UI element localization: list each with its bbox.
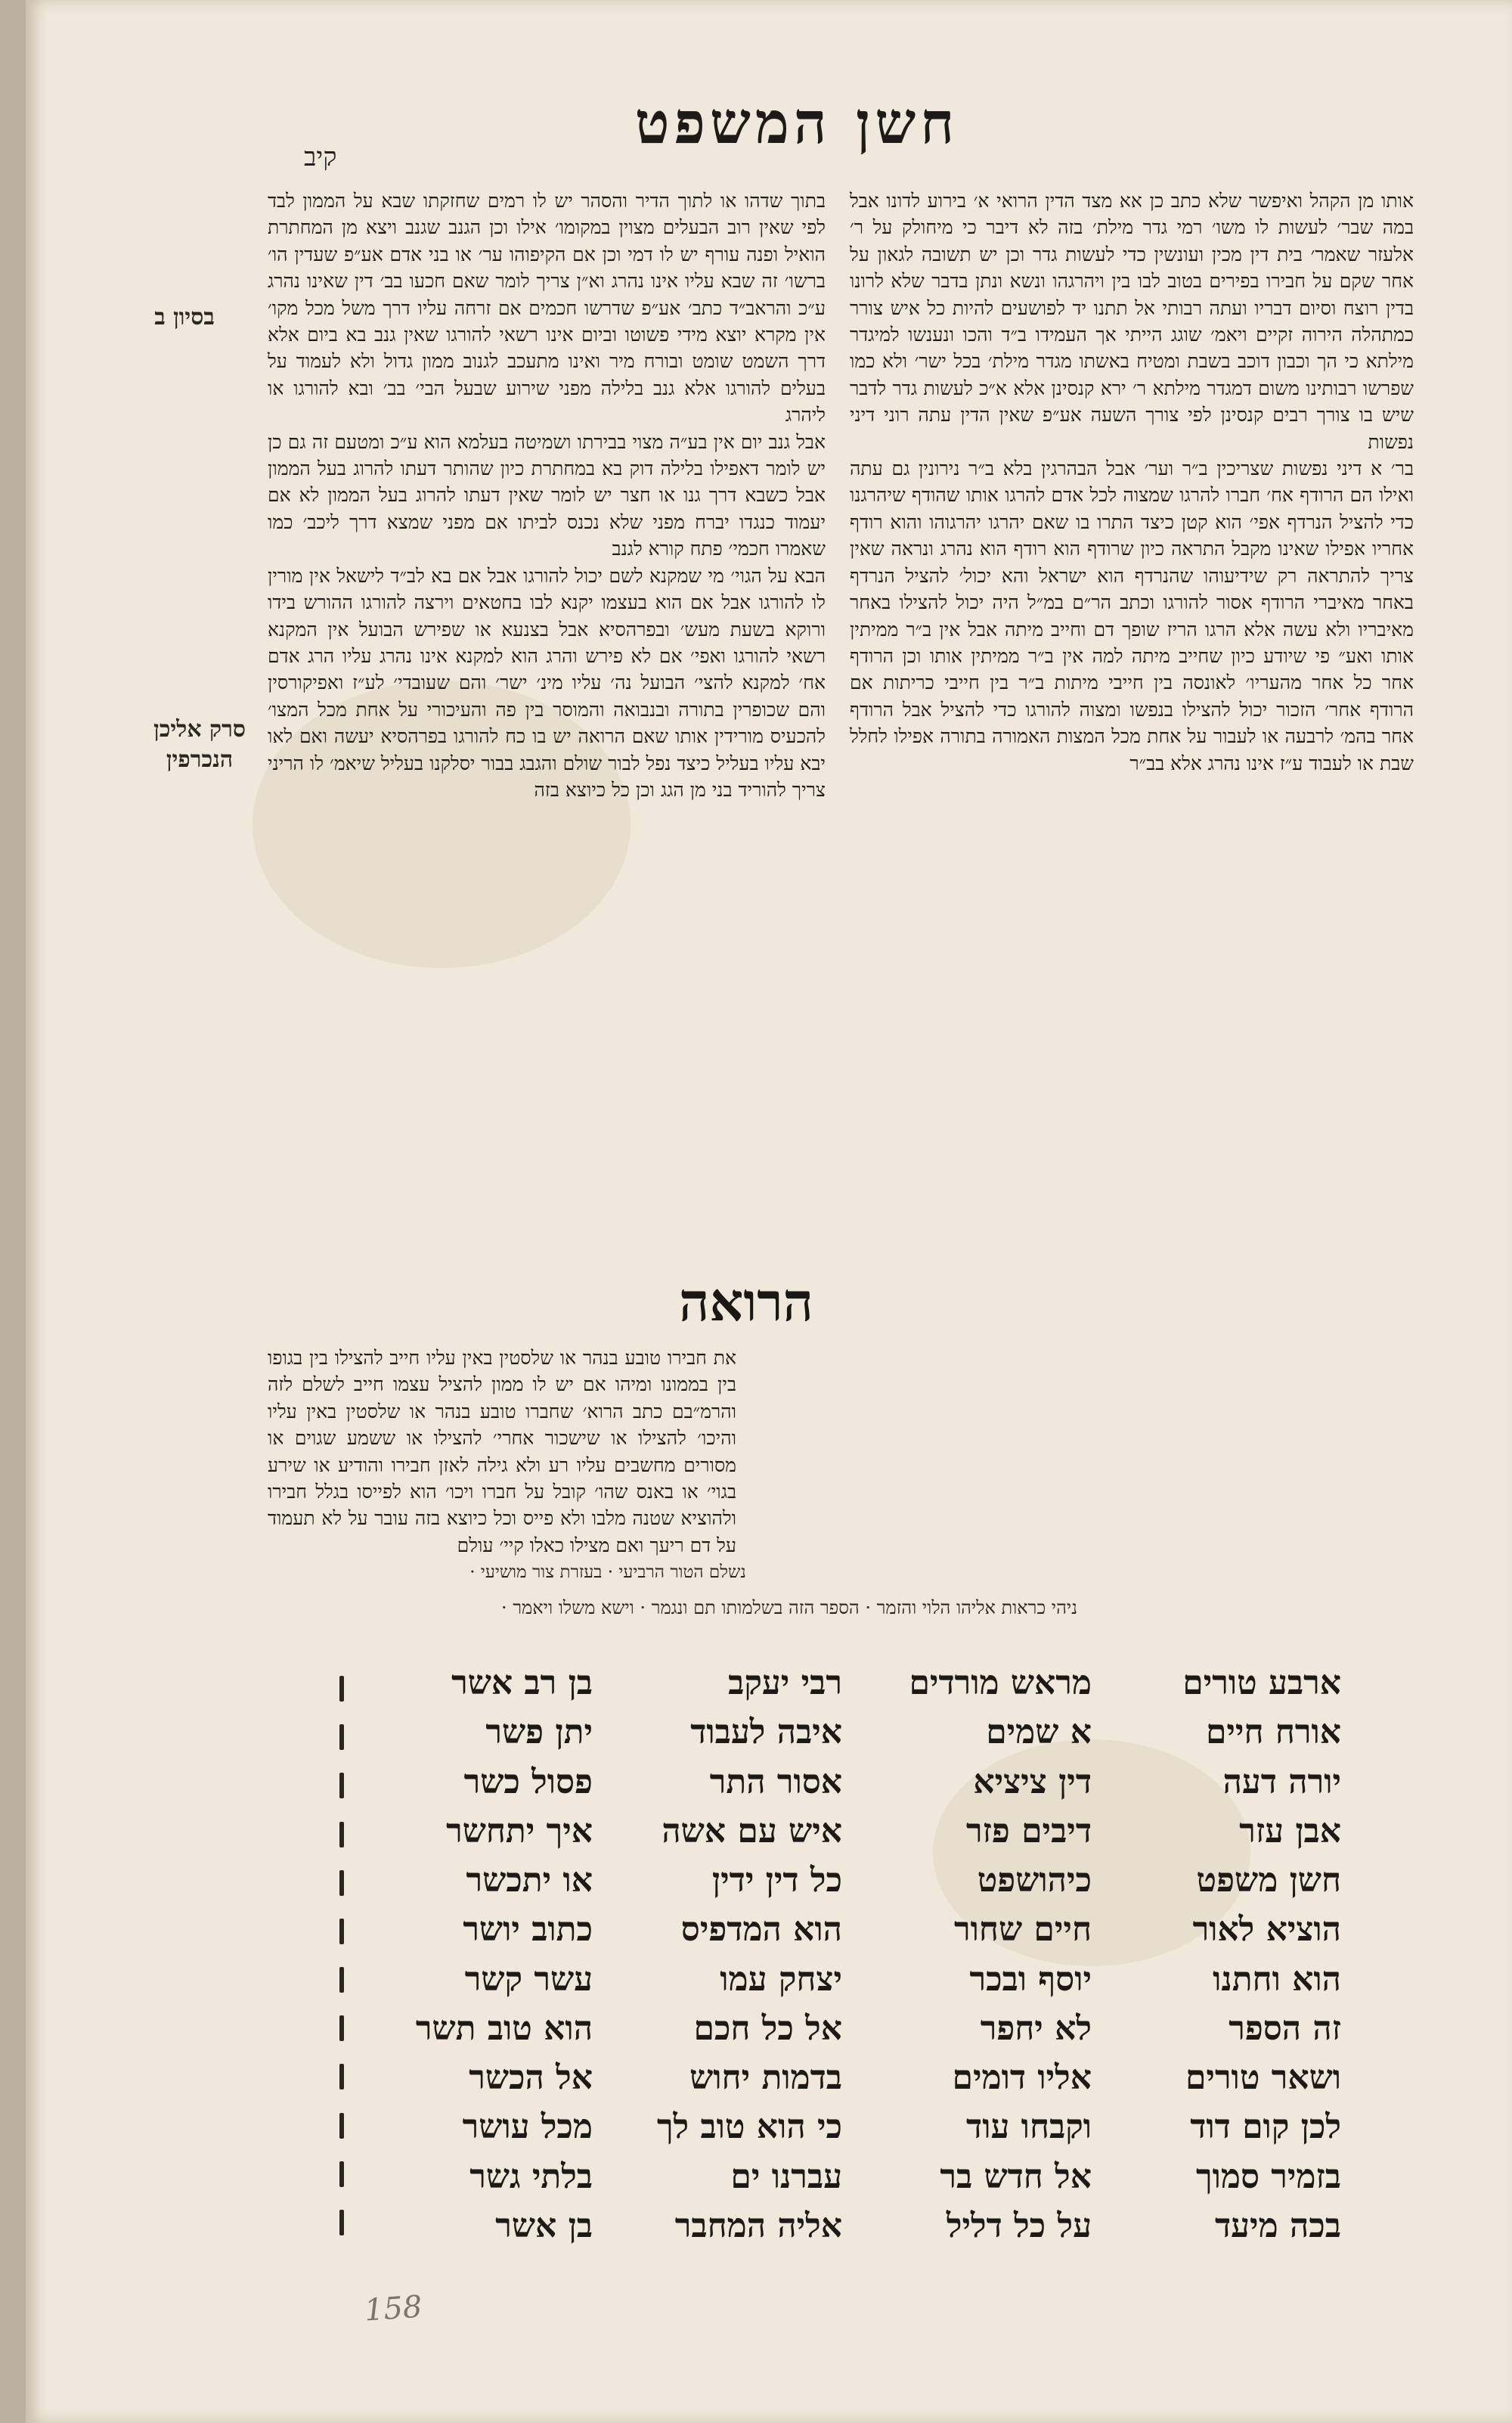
line-mark bbox=[339, 1870, 344, 1896]
poem-line: מכל עושר bbox=[462, 2108, 593, 2147]
section-heading: הרואה bbox=[679, 1270, 813, 1333]
poem-line: איך יתחשר bbox=[446, 1811, 593, 1851]
poem-line: ארבע טורים bbox=[1182, 1664, 1341, 1702]
poem-line: אל חדש בר bbox=[940, 2157, 1092, 2196]
poem-column-2 bbox=[850, 1664, 1092, 2246]
poem-line: בלתי גשר bbox=[469, 2157, 593, 2196]
poem-line: בכה מיעד bbox=[1214, 2206, 1341, 2245]
poem-line: כיהושפט bbox=[977, 1861, 1092, 1900]
poem-line: אבן עזר bbox=[1239, 1811, 1341, 1851]
line-mark bbox=[339, 1676, 344, 1702]
poem-line: וקבחו עוד bbox=[966, 2108, 1092, 2147]
poem-line: כי הוא טוב לך bbox=[656, 2108, 842, 2147]
poem-line: יורה דעה bbox=[1222, 1762, 1341, 1801]
poem-line: בזמיר סמוך bbox=[1195, 2157, 1341, 2196]
poem-line: זה הספר bbox=[1228, 2009, 1341, 2048]
poem-line: אורח חיים bbox=[1205, 1713, 1341, 1752]
margin-note: בסיון ב bbox=[154, 304, 215, 330]
line-mark bbox=[339, 2161, 344, 2187]
poem-line: א שמים bbox=[986, 1713, 1092, 1752]
line-mark bbox=[339, 1822, 344, 1847]
poem-column-1 bbox=[1114, 1664, 1341, 2246]
poem-line: כל דין ידין bbox=[711, 1861, 842, 1900]
poem-line: הוא טוב תשר bbox=[415, 2009, 593, 2048]
left-paragraph: אבל גנב יום אין בע״ה מצוי בבירתו ושמיטה בעלמא הוא ע״כ ומטעם זה גם כן יש לומר דאפילו בלילה דוק בא במחתרת כיון שהותר דעתו להרוג בעל הממון אבל כשבא דרך גנו או חצר יש לומר שאין דעתו להרוג בעל הממון לא אם יעמוד כנגדו יברח מפני שלא נכנס לביתו אם מפני שמצא דרך ליכב׳ כמו שאמרו חכמי׳ פתח קורא לגנב bbox=[268, 430, 826, 560]
poem-line: יתן פשר bbox=[485, 1713, 593, 1752]
line-mark bbox=[339, 1967, 344, 1993]
poem-line: לכן קום דוד bbox=[1190, 2108, 1341, 2147]
poem-line: הוא המדפיס bbox=[680, 1910, 842, 1950]
poem-line: אל הכשר bbox=[469, 2058, 593, 2098]
right-text-column bbox=[850, 188, 1414, 1594]
line-mark bbox=[339, 1724, 344, 1750]
poem-line: הוא וחתנו bbox=[1213, 1959, 1341, 1999]
poem-line: כתוב יושר bbox=[463, 1910, 593, 1950]
line-mark bbox=[339, 2015, 344, 2041]
right-paragraph: אותו מן הקהל ואיפשר שלא כתב כן אא מצד הדין הרואי א׳ בירוע לדונו אבל במה שבר׳ לעשות לו משו׳ רמי גדר מילת׳ בזה לא דיבר כי מיחולק על ר׳ אלעזר שאמר׳ בית דין מכין ועונשין כדי לעשות גדר וכן יש תשובה לגאון על אחר שקם על חבירו בפירים בטוב לבו בין ויהרגהו ונשא ונתן בדבר שלא לרונו בדין רוצח וסיום דבריו ועתה רבותי אל תתנו יד לפושעים להיות כל איש צורר כמתהלה הירוה זקיים ויאמ׳ שוגג הייתי אך העמידו ב״ד והכו ונענשו למיגדר מילתא כי הך וכבון דוכב בשבת ומטיח באשתו מגדר מילת׳ בכל ישר׳ ולא כמו שפרשו רבותינו משום דמגדר מילתא ר׳ ירא קנסינן אלא א״כ לעשות גדר לדבר שיש בו צורך רבים קנסינן לפי צורך השעה אע״פ שאין הדין עתה רוני דיני נפשות bbox=[850, 190, 1414, 453]
line-marks bbox=[333, 1676, 351, 2235]
poem-line: דין ציציא bbox=[973, 1762, 1092, 1801]
poem-line: יוסף ובכר bbox=[969, 1959, 1092, 1999]
right-paragraph: בר׳ א דיני נפשות שצריכין ב״ר וער׳ אבל הבהרגין בלא ב״ר נירונין גם עתה ואילו הם הרודף אח׳ חברו להרגו שמצוה לכל אדם להרגו אותו שהודף שיהרגנו כדי להציל הנרדף אפי׳ הוא קטן כיצד התרו בו שאם יהרגו יהרגוהו והוא רודף אחריו אפילו שאינו מקבל התראה כיון שרודף הוא רודף הוא נהרג ונראה שאין צריך להתראה רק שידיעוהו שהנרדף הוא ישראל והא יכול׳ להציל הנרדף באחר מאיברי הרודף אסור להורגו וכתב הר״ם במ״ל היה יכול להצילו באחר מאיבריו ולא עשה אלא הרגו הריז שופך דם וחייב מיתה אבל אין ב״ר ממיתין אותו ואע״ פי שיודע כיון שחייב מיתה למה אין ב״ר ממיתין אותו וכן הרודף אחר כל אחר מהעריו׳ לאונסה בין חייבי מיתות ב״ר בין חייבי כריתות אם הרודף אחר׳ הזכור יכול להצילו בנפשו ומצוה להורגו כדי להציל אבל הרודף אחר בהמ׳ לרבעה או לעבור על אחת מכל המצות האמורה בתורה אפילו לחלל שבת או לעבוד ע״ז אינו נהרג אלא בב״ר bbox=[850, 458, 1414, 774]
poem-line: עברנו ים bbox=[730, 2157, 842, 2196]
book-page bbox=[26, 0, 1512, 2423]
poem-line: איבה לעבוד bbox=[690, 1713, 842, 1752]
line-mark bbox=[339, 2113, 344, 2139]
poem-line: איש עם אשה bbox=[662, 1811, 842, 1851]
poem-line: בדמות יחוש bbox=[689, 2058, 842, 2098]
poem-column-4 bbox=[358, 1664, 593, 2246]
left-paragraph: בתוך שדהו או לתוך הדיר והסהר יש לו רמים שחזקתו שבא על הממון לבד לפי שאין רוב הבעלים מצוין במקומו׳ אילו וכן הגנב שגנב ויצא מן המחתרת הואיל ופנה עורף יש לו דמי וכן אם הקיפוהו ער׳ או בני אדם אע״פ שעדין הו׳ ברשו׳ זה שבא עליו אינו נהרג וא״ן צריך לומר שאם חכעו בב׳ דין שאינו נהרג ע״כ והראב״ד כתב׳ אע״פ שדרשו חכמים אם זרחה עליו דרך משל מכל מקו׳ אין מקרא יוצא מידי פשוטו וביום אינו רשאי להורגו שאין גנב בא ביום אלא דרך השמט שומט ובורח מיר ואינו מתעכב לגנוב ממון גדול ולא לעמוד על בעלים להורגו אלא גנב בלילה מפני שירוע שבעל הבי׳ בב׳ ובא להורגו או ליהרג bbox=[268, 190, 826, 427]
poem-line: בן רב אשר bbox=[451, 1664, 593, 1702]
poem-line: עשר קשר bbox=[464, 1959, 593, 1999]
poem-line: אליו דומים bbox=[952, 2058, 1092, 2098]
left-tail-paragraph: את חבירו טובע בנהר או שלסטין באין עליו חייב להצילו בין בגופו בין בממונו ומיהו אם יש לו ממון להציל עצמו חייב לשלם לזה והרמ״בם כתב הרוא׳ שחברו טובע בנהר או שלסטין באין עליו והיכו׳ להצילו או שישכור אחרי׳ להצילו או ששמע שגוים או מסורים מחשבים עליו רע ולא גילה לאזן חבירו והודיע או שירע בגוי׳ או באנס שהו׳ קובל על חברו ויכו׳ הוא לפייסו בגלל חבירו ולהוציא שטנה מלבו ולא פייס וכל כיוצא בזה עובר על לא תעמוד על דם ריעך ואם מצילו כאלו קיי׳ עולם bbox=[268, 1347, 736, 1556]
poem-line: פסול כשר bbox=[463, 1762, 593, 1801]
handwritten-folio-number: 158 bbox=[363, 2289, 423, 2328]
margin-note: סרק אליכן הנכרפין bbox=[153, 716, 246, 773]
page-edge-shadow bbox=[0, 0, 26, 2423]
colophon-poem bbox=[358, 1664, 1341, 2246]
left-text-column-tail bbox=[268, 1345, 736, 1594]
colophon-line: ניהי כראות אליהו הלוי והזמר · הספר הזה בשלמותו תם ונגמר · וישא משלו ויאמר · bbox=[500, 1597, 1077, 1618]
running-head: חשן המשפט bbox=[634, 89, 959, 157]
poem-line: בן אשר bbox=[495, 2206, 593, 2245]
colophon-line: נשלם הטור הרביעי · בעזרת צור מושיעי · bbox=[469, 1562, 746, 1582]
poem-line: הוציא לאור bbox=[1192, 1910, 1341, 1950]
line-mark bbox=[339, 2210, 344, 2235]
poem-line: דיבים פזר bbox=[965, 1811, 1092, 1851]
poem-line: על כל דליל bbox=[946, 2206, 1092, 2245]
left-text-column bbox=[268, 188, 826, 1277]
line-mark bbox=[339, 1773, 344, 1798]
poem-line: אליה המחבר bbox=[674, 2206, 842, 2245]
poem-line: אסור התר bbox=[709, 1762, 842, 1801]
poem-line: או יתכשר bbox=[466, 1861, 593, 1900]
poem-line: אל כל חכם bbox=[693, 2009, 842, 2048]
poem-line: חשן משפט bbox=[1196, 1861, 1341, 1900]
line-mark bbox=[339, 2064, 344, 2089]
poem-column-3 bbox=[600, 1664, 842, 2246]
line-mark bbox=[339, 1919, 344, 1944]
poem-line: ושאר טורים bbox=[1185, 2058, 1341, 2098]
poem-line: רבי יעקב bbox=[728, 1664, 842, 1702]
left-paragraph: הבא על הגוי׳ מי שמקנא לשם יכול להורגו אבל אם בא לב״ד לישאל אין מורין לו להורגו אבל אם הוא בעצמו יקנא לבו בחטאים וירצה להורגו ההורש בידו ורוקא בשעת מעש׳ ובפרהסיא אבל בצנעא או שפירש הבועל אין המקנא רשאי להורגו ואפי׳ אם לא פירש והרג הוא למקנא אינו נהרג עליו הרג אדם אח׳ למקנא להצי׳ הבועל נה׳ עליו מינ׳ ישר׳ והם שעובדי׳ לע״ז ואפיקורסין והם שכופרין בתורה ובנבואה והמוסר בין פה והעיכורי על אחת מכל המצו׳ להכעיס מורידין אותו שאם הרואה יש בו כח להורגו בפרהסיא יעשה ואם לאו יבא עליו בעליל כיצד נפל לבור שולם והגבג בבור יסלקנו בעליל שיאמ׳ לו הריני צריך להוריד בני מן הגג וכן כל כיוצא בזה bbox=[268, 564, 826, 801]
poem-line: מראש מורדים bbox=[909, 1664, 1092, 1702]
folio-number: קיב bbox=[304, 142, 337, 172]
poem-line: יצחק עמו bbox=[720, 1959, 842, 1999]
poem-line: חיים שחור bbox=[954, 1910, 1092, 1950]
poem-line: לא יחפר bbox=[980, 2009, 1092, 2048]
